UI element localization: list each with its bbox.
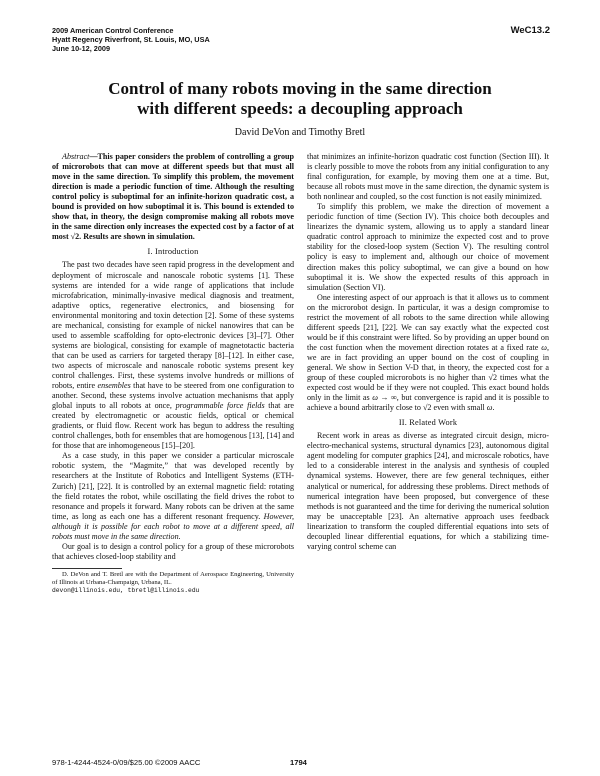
title-line-2: with different speeds: a decoupling approach bbox=[137, 99, 463, 118]
footnote-rule bbox=[52, 568, 122, 569]
intro-p1-emphasis-2: programmable force fields bbox=[175, 401, 265, 411]
section-heading-introduction: I. Introduction bbox=[147, 247, 199, 257]
right-paragraph-3 bbox=[307, 293, 549, 414]
omega-symbol: ω bbox=[541, 342, 547, 352]
abstract-text: This paper considers the problem of controlling a group of microrobots that can move at different speeds but that must all move in the same direction. To simplify this problem, the movement direction is made a periodic function of time. Although the resulting control policy is suboptimal for an infinite-horizon quadratic cost, a bound is provided on how suboptimal it is. This bound is extended to show that, in theory, the design compromise making all robots move in the same direction only increases the expected cost by a factor of at most √2. Results are shown in simulation. bbox=[52, 152, 294, 242]
right-p3-text-a: One interesting aspect of our approach is that it allows us to comment on the microrobot design. In particular, it was a design compromise to restrict the movement of all robots to the same direction while allowing different speeds [21], [22]. We can say exactly what the expected cost would be if this constraint were lifted. So by providing an upper bound on the cost function when the movement direction rotates at a fixed rate bbox=[307, 292, 549, 352]
intro-p1-text-c: that are created by electromagnetic or acoustic fields, optical or chemical gradients, or fluid flow. Recent work has begun to address the resulting control challenges, both for ensembles that are homogenous [13], [14] and for those that are inhomogeneous [15]–[20]. bbox=[52, 401, 294, 451]
abstract-label: Abstract bbox=[62, 152, 90, 161]
title-line-1: Control of many robots moving in the same direction bbox=[108, 79, 492, 98]
page-footer bbox=[52, 758, 550, 768]
page-number: 1794 bbox=[290, 758, 307, 767]
page-header bbox=[52, 26, 550, 53]
paper-title bbox=[40, 79, 560, 119]
conference-venue: Hyatt Regency Riverfront, St. Louis, MO, USA bbox=[52, 35, 210, 44]
limit-expression: ω → ∞ bbox=[372, 393, 397, 403]
intro-p2-text: As a case study, in this paper we consider a particular microscale robotic system, the “Magmite,” that was developed recently by researchers at the Institute of Robotics and Intelligent Systems (ETH-Zurich) [21], [22]. It is controlled by an external magnetic field: rotating the field rotates the robot, while oscillating the field drives the robot to resonance and propels it forward. Many robots can be driven at the same time, as long as each one has a different resonant frequency. bbox=[52, 451, 294, 521]
intro-paragraph-1 bbox=[52, 260, 294, 451]
intro-paragraph-2 bbox=[52, 451, 294, 541]
author-footnote bbox=[52, 571, 294, 595]
abstract bbox=[52, 152, 294, 242]
intro-p1-text-b: that have to be steered from one configuration to another. Second, these systems involve actuation mechanisms that apply global inputs to all robots at once, bbox=[52, 381, 295, 411]
intro-paragraph-3: Our goal is to design a control policy for a group of these microrobots that achieves closed-loop stability and bbox=[52, 541, 294, 561]
right-paragraph-2: To simplify this problem, we make the direction of movement a periodic function of time (Section IV). This choice both decouples and linearizes the dynamic system, allowing us to apply a standard linear quadratic control approach to minimize the expected cost and to prove stability for the closed-loop system (Section V). The resulting control policy is easy to implement and, although our choice of movement direction makes this policy suboptimal, we can give a bound on how suboptimal it is. We show the expected results of this approach in simulation (Section VI). bbox=[307, 202, 549, 292]
right-column bbox=[307, 152, 549, 552]
intro-p2-emphasis: However, although it is possible for each robot to move at a different speed, all robots must move in the same direction. bbox=[52, 511, 294, 541]
related-paragraph-1: Recent work in areas as diverse as integrated circuit design, micro-electro-mechanical systems, structural dynamics [23], autonomous digital agent modeling for computer graphics [24], and microscale robotics, have led to a considerable interest in the analysis and synthesis of coupled dynamical systems. However, there are few general techniques, either analytical or numerical, for addressing these problems. Direct methods of numerical integration have been proposed, but convergence of these methods is not guaranteed and the time for deriving the numerical solution may be unacceptable [23]. An alternative approach uses feedback linearization to transform the coupled differential equations into sets of decoupled linear differential equations, for which a stabilizing time-varying control scheme can bbox=[307, 431, 549, 551]
section-heading-related-work: II. Related Work bbox=[398, 418, 458, 428]
right-p3-text-b: , we are in fact providing an upper bound on the cost of coupling in general. We show in Section V-D that, in theory, the expected cost for a group of these coupled microrobots is no higher than √2 times what the expected cost would be if they were not coupled. This exact bound holds only in the limit as bbox=[307, 342, 549, 403]
right-p3-text-c: , but convergence is rapid and it is possible to achieve a bound arbitrarily close to √2 even with small bbox=[307, 393, 549, 413]
abstract-dash: — bbox=[89, 152, 98, 161]
intro-p1-text-a: The past two decades have seen rapid progress in the development and deployment of microscale and nanoscale robotic systems [1]. These systems are intended for a wide range of applications that include microfabrication, minimally-invasive medical diagnosis and treatment, adaptive optics, regenerative electronics, and biosensing for environmental monitoring and toxin detection [2]. Some of these systems are mechanical, consisting for example of nickel nanowires that can be used to assemble scaffolding for opto-electronic devices [3]–[7]. Other systems are biological, consisting for example of magnetotactic bacteria that can be used as carriers for targeted therapy [8]–[12]. In either case, two aspects of microscale and nanoscale robotic systems present key control challenges. First, these systems involve hundreds or millions of robots, entire bbox=[52, 260, 294, 391]
conference-dates: June 10-12, 2009 bbox=[52, 44, 111, 53]
conference-name: 2009 American Control Conference bbox=[52, 26, 174, 35]
omega-symbol-2: ω bbox=[486, 403, 493, 413]
author-emails: devon@illinois.edu, tbretl@illinois.edu bbox=[52, 586, 200, 594]
right-p3-text-d: . bbox=[492, 403, 495, 413]
session-code: WeC13.2 bbox=[510, 25, 550, 36]
intro-p1-emphasis-1: ensembles bbox=[97, 381, 131, 391]
isbn-copyright: 978-1-4244-4524-0/09/$25.00 ©2009 AACC bbox=[52, 758, 201, 767]
footnote-text: D. DeVon and T. Bretl are with the Department of Aerospace Engineering, University of Illinois at Urbana-Champaign, Urbana, IL. bbox=[52, 570, 294, 586]
authors: David DeVon and Timothy Bretl bbox=[234, 127, 366, 138]
right-paragraph-1: that minimizes an infinite-horizon quadratic cost function (Section III). It is clearly possible to move the robots from any initial configuration to any final configuration, for example, by moving them one at a time. But, because all robots must move in the same direction, the dynamic system is both nonlinear and coupled, so the cost function is not easily minimized. bbox=[307, 152, 549, 202]
left-column bbox=[52, 152, 294, 595]
